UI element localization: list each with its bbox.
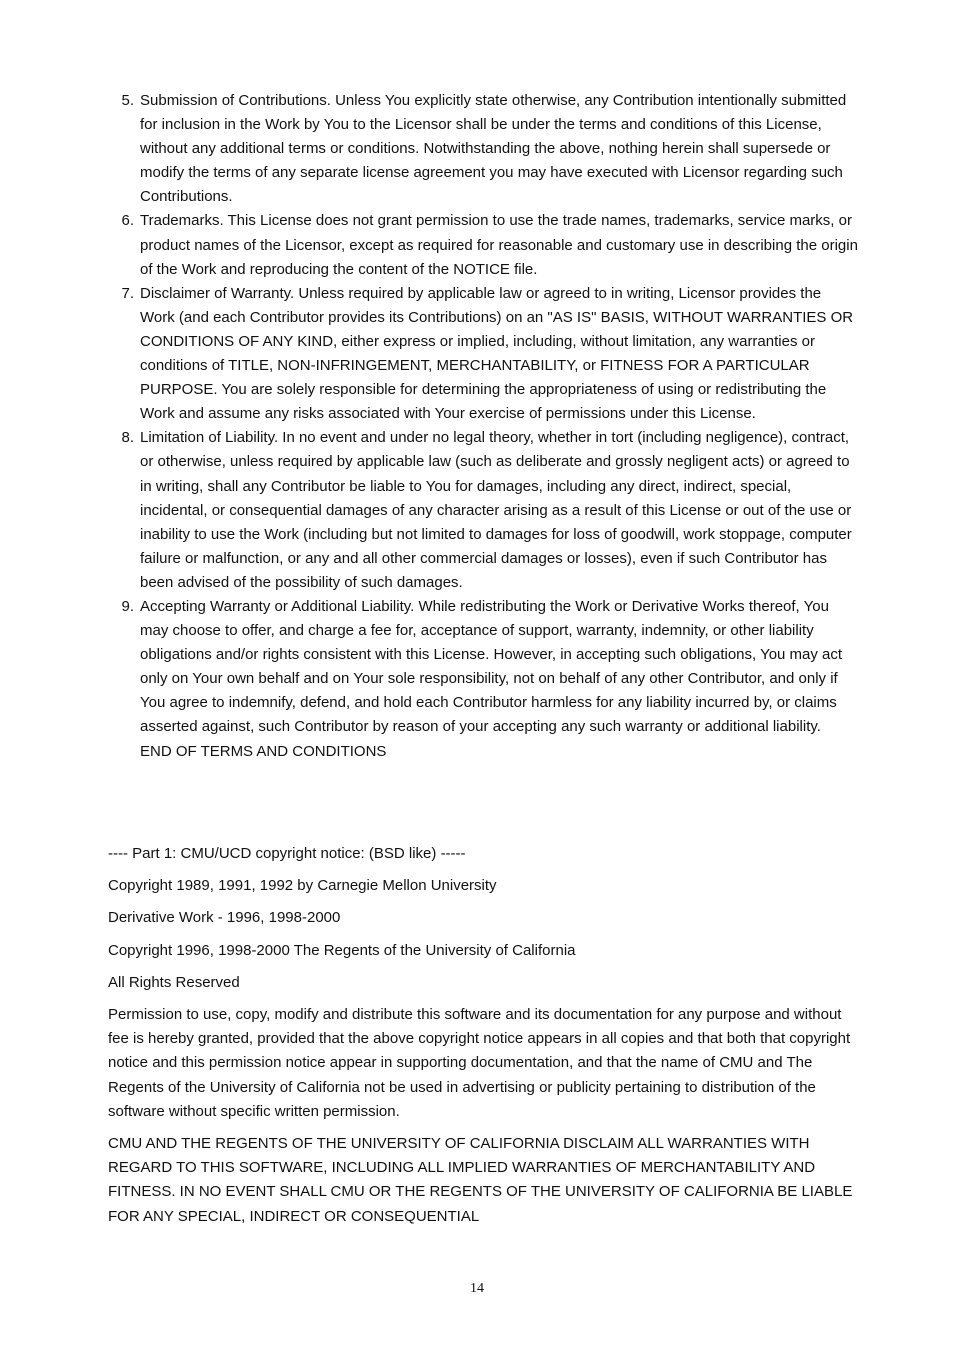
list-item (114, 595, 859, 740)
item-text: Submission of Contributions. Unless You explicitly state otherwise, any Contribution intentionally submitted for inclusion in the Work by You to the Licensor shall be under the terms and conditions of this License, without any additional terms or conditions. Notwithstanding the above, nothing herein shall supersede or modify the terms of any separate license agreement you may have executed with Licensor regarding such Contributions. (140, 92, 847, 206)
part1-section (108, 842, 860, 1237)
rights-reserved: All Rights Reserved (108, 973, 240, 991)
part1-heading: ---- Part 1: CMU/UCD copyright notice: (BSD like) ----- (108, 845, 466, 862)
item-number: 9. (121, 597, 134, 615)
copyright-uc: Copyright 1996, 1998-2000 The Regents of the University of California (108, 941, 576, 959)
list-item (114, 89, 859, 209)
item-text: Limitation of Liability. In no event and under no legal theory, whether in tort (including negligence), contract, or otherwise, unless required by applicable law (such as deliberate and grossly negligent acts) or agreed to in writing, shall any Contributor be liable to You for damages, including any direct, indirect, special, incidental, or consequential damages of any character arising as a result of this License or out of the use or inability to use the Work (including but not limited to damages for loss of goodwill, work stoppage, computer failure or malfunction, or any and all other commercial damages or losses), even if such Contributor has been advised of the possibility of such damages. (140, 429, 852, 591)
copyright-cmu: Copyright 1989, 1991, 1992 by Carnegie Mellon University (108, 877, 497, 895)
item-number: 6. (121, 212, 134, 230)
item-number: 7. (121, 284, 134, 302)
disclaimer-paragraph: CMU AND THE REGENTS OF THE UNIVERSITY OF CALIFORNIA DISCLAIM ALL WARRANTIES WITH REGARD TO THIS SOFTWARE, INCLUDING ALL IMPLIED WARRANTIES OF MERCHANTABILITY AND FITNESS. IN NO EVENT SHALL CMU OR THE REGENTS OF THE UNIVERSITY OF CALIFORNIA BE LIABLE FOR ANY SPECIAL, INDIRECT OR CONSEQUENTIAL (108, 1135, 853, 1225)
license-terms-list (114, 89, 859, 764)
list-item (114, 426, 859, 595)
end-of-terms: END OF TERMS AND CONDITIONS (140, 742, 387, 760)
item-text: Trademarks. This License does not grant permission to use the trade names, trademarks, service marks, or product names of the Licensor, except as required for reasonable and customary use in describing the origin of the Work and reproducing the content of the NOTICE file. (140, 212, 858, 278)
item-text: Accepting Warranty or Additional Liability. While redistributing the Work or Derivative Works thereof, You may choose to offer, and charge a fee for, acceptance of support, warranty, indemnity, or other liability obligations and/or rights consistent with this License. However, in accepting such obligations, You may act only on Your own behalf and on Your sole responsibility, not on behalf of any other Contributor, and only if You agree to indemnify, defend, and hold each Contributor harmless for any liability incurred by, or claims asserted against, such Contributor by reason of your accepting any such warranty or additional liability. (140, 597, 843, 736)
item-number: 5. (121, 92, 134, 109)
list-item (114, 209, 859, 281)
item-text: Disclaimer of Warranty. Unless required by applicable law or agreed to in writing, Licensor provides the Work (and each Contributor provides its Contributions) on an "AS IS" BASIS, WITHOUT WARRANTIES OR CONDITIONS OF ANY KIND, either express or implied, including, without limitation, any warranties or conditions of TITLE, NON-INFRINGEMENT, MERCHANTABILITY, or FITNESS FOR A PARTICULAR PURPOSE. You are solely responsible for determining the appropriateness of using or redistributing the Work and assume any risks associated with Your exercise of permissions under this License. (140, 284, 854, 423)
item-number: 8. (121, 429, 134, 447)
derivative-work: Derivative Work - 1996, 1998-2000 (108, 909, 341, 927)
page-number: 14 (470, 1281, 484, 1296)
permission-paragraph: Permission to use, copy, modify and distribute this software and its documentation for any purpose and without fee is hereby granted, provided that the above copyright notice appears in all copies and that both that copyright notice and this permission notice appear in supporting documentation, and that the name of CMU and The Regents of the University of California not be used in advertising or publicity pertaining to distribution of the software without specific written permission. (108, 1006, 851, 1120)
list-item (114, 282, 859, 427)
